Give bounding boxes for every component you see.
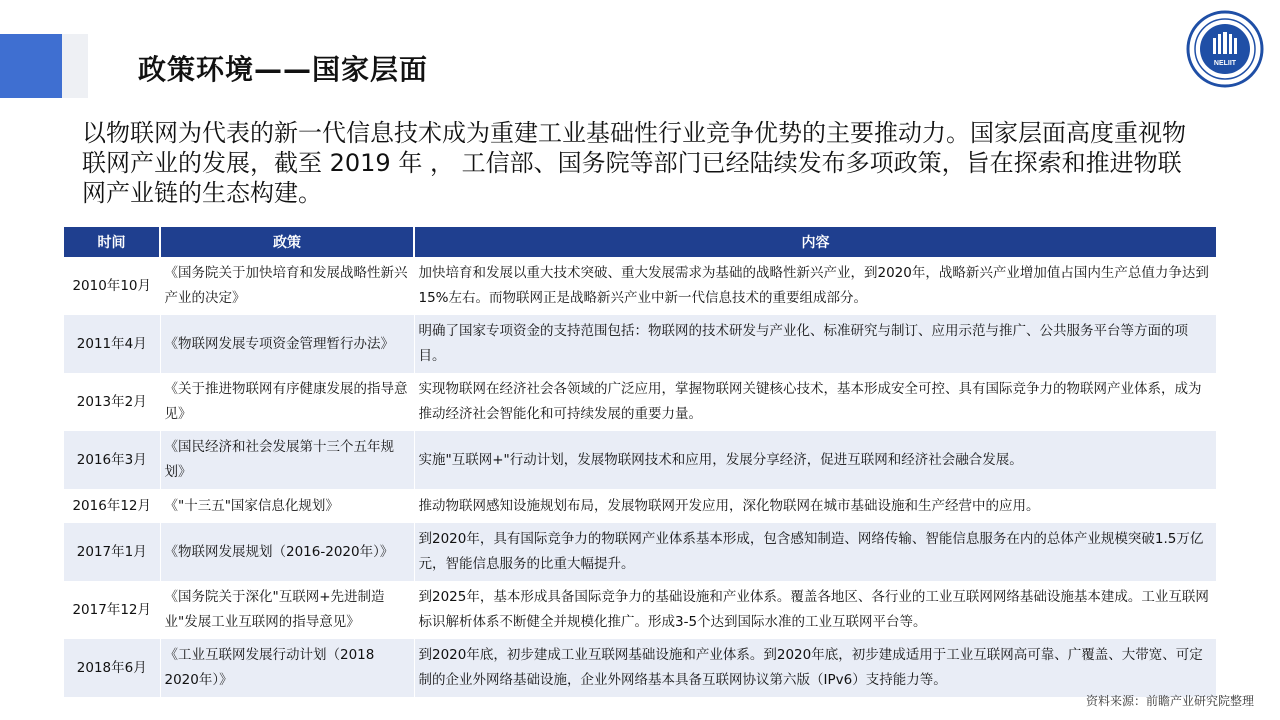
table-row [64, 639, 1216, 697]
row-time: 2013年2月 [64, 373, 160, 431]
row-content: 加快培育和发展以重大技术突破、重大发展需求为基础的战略性新兴产业，到2020年，战略新兴产业增加值占国内生产总值力争达到15%左右。而物联网正是战略新兴产业中新一代信息技术的重要组成部分。 [414, 257, 1216, 315]
header-time: 时间 [64, 227, 160, 257]
table-row [64, 431, 1216, 489]
intro-paragraph: 以物联网为代表的新一代信息技术成为重建工业基础性行业竞争优势的主要推动力。国家层面高度重视物联网产业的发展，截至 2019 年 ， 工信部、国务院等部门已经陆续发布多项政策，旨在探索和推进物联网产业链的生态构建。 [82, 119, 1186, 207]
table-row [64, 257, 1216, 315]
page-title: 政策环境——国家层面 [138, 53, 429, 86]
table-row [64, 315, 1216, 373]
row-time: 2017年1月 [64, 523, 160, 581]
row-time: 2016年12月 [64, 489, 160, 523]
row-policy: 《关于推进物联网有序健康发展的指导意见》 [160, 373, 414, 431]
title-accent-shadow [62, 34, 88, 98]
row-policy: 《"十三五"国家信息化规划》 [160, 489, 414, 523]
row-time: 2016年3月 [64, 431, 160, 489]
row-policy: 《物联网发展规划（2016-2020年）》 [160, 523, 414, 581]
row-content: 实现物联网在经济社会各领域的广泛应用，掌握物联网关键核心技术，基本形成安全可控、具有国际竞争力的物联网产业体系，成为推动经济社会智能化和可持续发展的重要力量。 [414, 373, 1216, 431]
row-policy: 《物联网发展专项资金管理暂行办法》 [160, 315, 414, 373]
table-header-row [64, 227, 1216, 257]
header-policy: 政策 [160, 227, 414, 257]
row-policy: 《国民经济和社会发展第十三个五年规划》 [160, 431, 414, 489]
row-policy: 《国务院关于深化"互联网+先进制造业"发展工业互联网的指导意见》 [160, 581, 414, 639]
row-content: 推动物联网感知设施规划布局，发展物联网开发应用，深化物联网在城市基础设施和生产经营中的应用。 [414, 489, 1216, 523]
row-time: 2010年10月 [64, 257, 160, 315]
logo-text: NELIIT [1213, 60, 1237, 67]
policy-table [64, 227, 1217, 697]
row-content: 到2025年，基本形成具备国际竞争力的基础设施和产业体系。覆盖各地区、各行业的工业互联网网络基础设施基本建成。工业互联网标识解析体系不断健全并规模化推广。形成3-5个达到国际水准的工业互联网平台等。 [414, 581, 1216, 639]
row-policy: 《工业互联网发展行动计划（2018 2020年）》 [160, 639, 414, 697]
source-note: 资料来源：前瞻产业研究院整理 [1085, 694, 1254, 708]
row-content: 实施"互联网+"行动计划，发展物联网技术和应用，发展分享经济，促进互联网和经济社会融合发展。 [414, 431, 1216, 489]
university-logo [1186, 10, 1264, 88]
title-accent-block [0, 34, 62, 98]
table-row [64, 523, 1216, 581]
table-row [64, 489, 1216, 523]
table-row [64, 373, 1216, 431]
header-content: 内容 [414, 227, 1216, 257]
row-policy: 《国务院关于加快培育和发展战略性新兴产业的决定》 [160, 257, 414, 315]
row-time: 2017年12月 [64, 581, 160, 639]
row-time: 2018年6月 [64, 639, 160, 697]
table-row [64, 581, 1216, 639]
policy-table-container [64, 227, 1216, 697]
row-content: 到2020年底，初步建成工业互联网基础设施和产业体系。到2020年底，初步建成适用于工业互联网高可靠、广覆盖、大带宽、可定制的企业外网络基础设施，企业外网络基本具备互联网协议第六版（IPv6）支持能力等。 [414, 639, 1216, 697]
row-content: 明确了国家专项资金的支持范围包括：物联网的技术研发与产业化、标准研究与制订、应用示范与推广、公共服务平台等方面的项目。 [414, 315, 1216, 373]
row-time: 2011年4月 [64, 315, 160, 373]
row-content: 到2020年，具有国际竞争力的物联网产业体系基本形成，包含感知制造、网络传输、智能信息服务在内的总体产业规模突破1.5万亿元，智能信息服务的比重大幅提升。 [414, 523, 1216, 581]
